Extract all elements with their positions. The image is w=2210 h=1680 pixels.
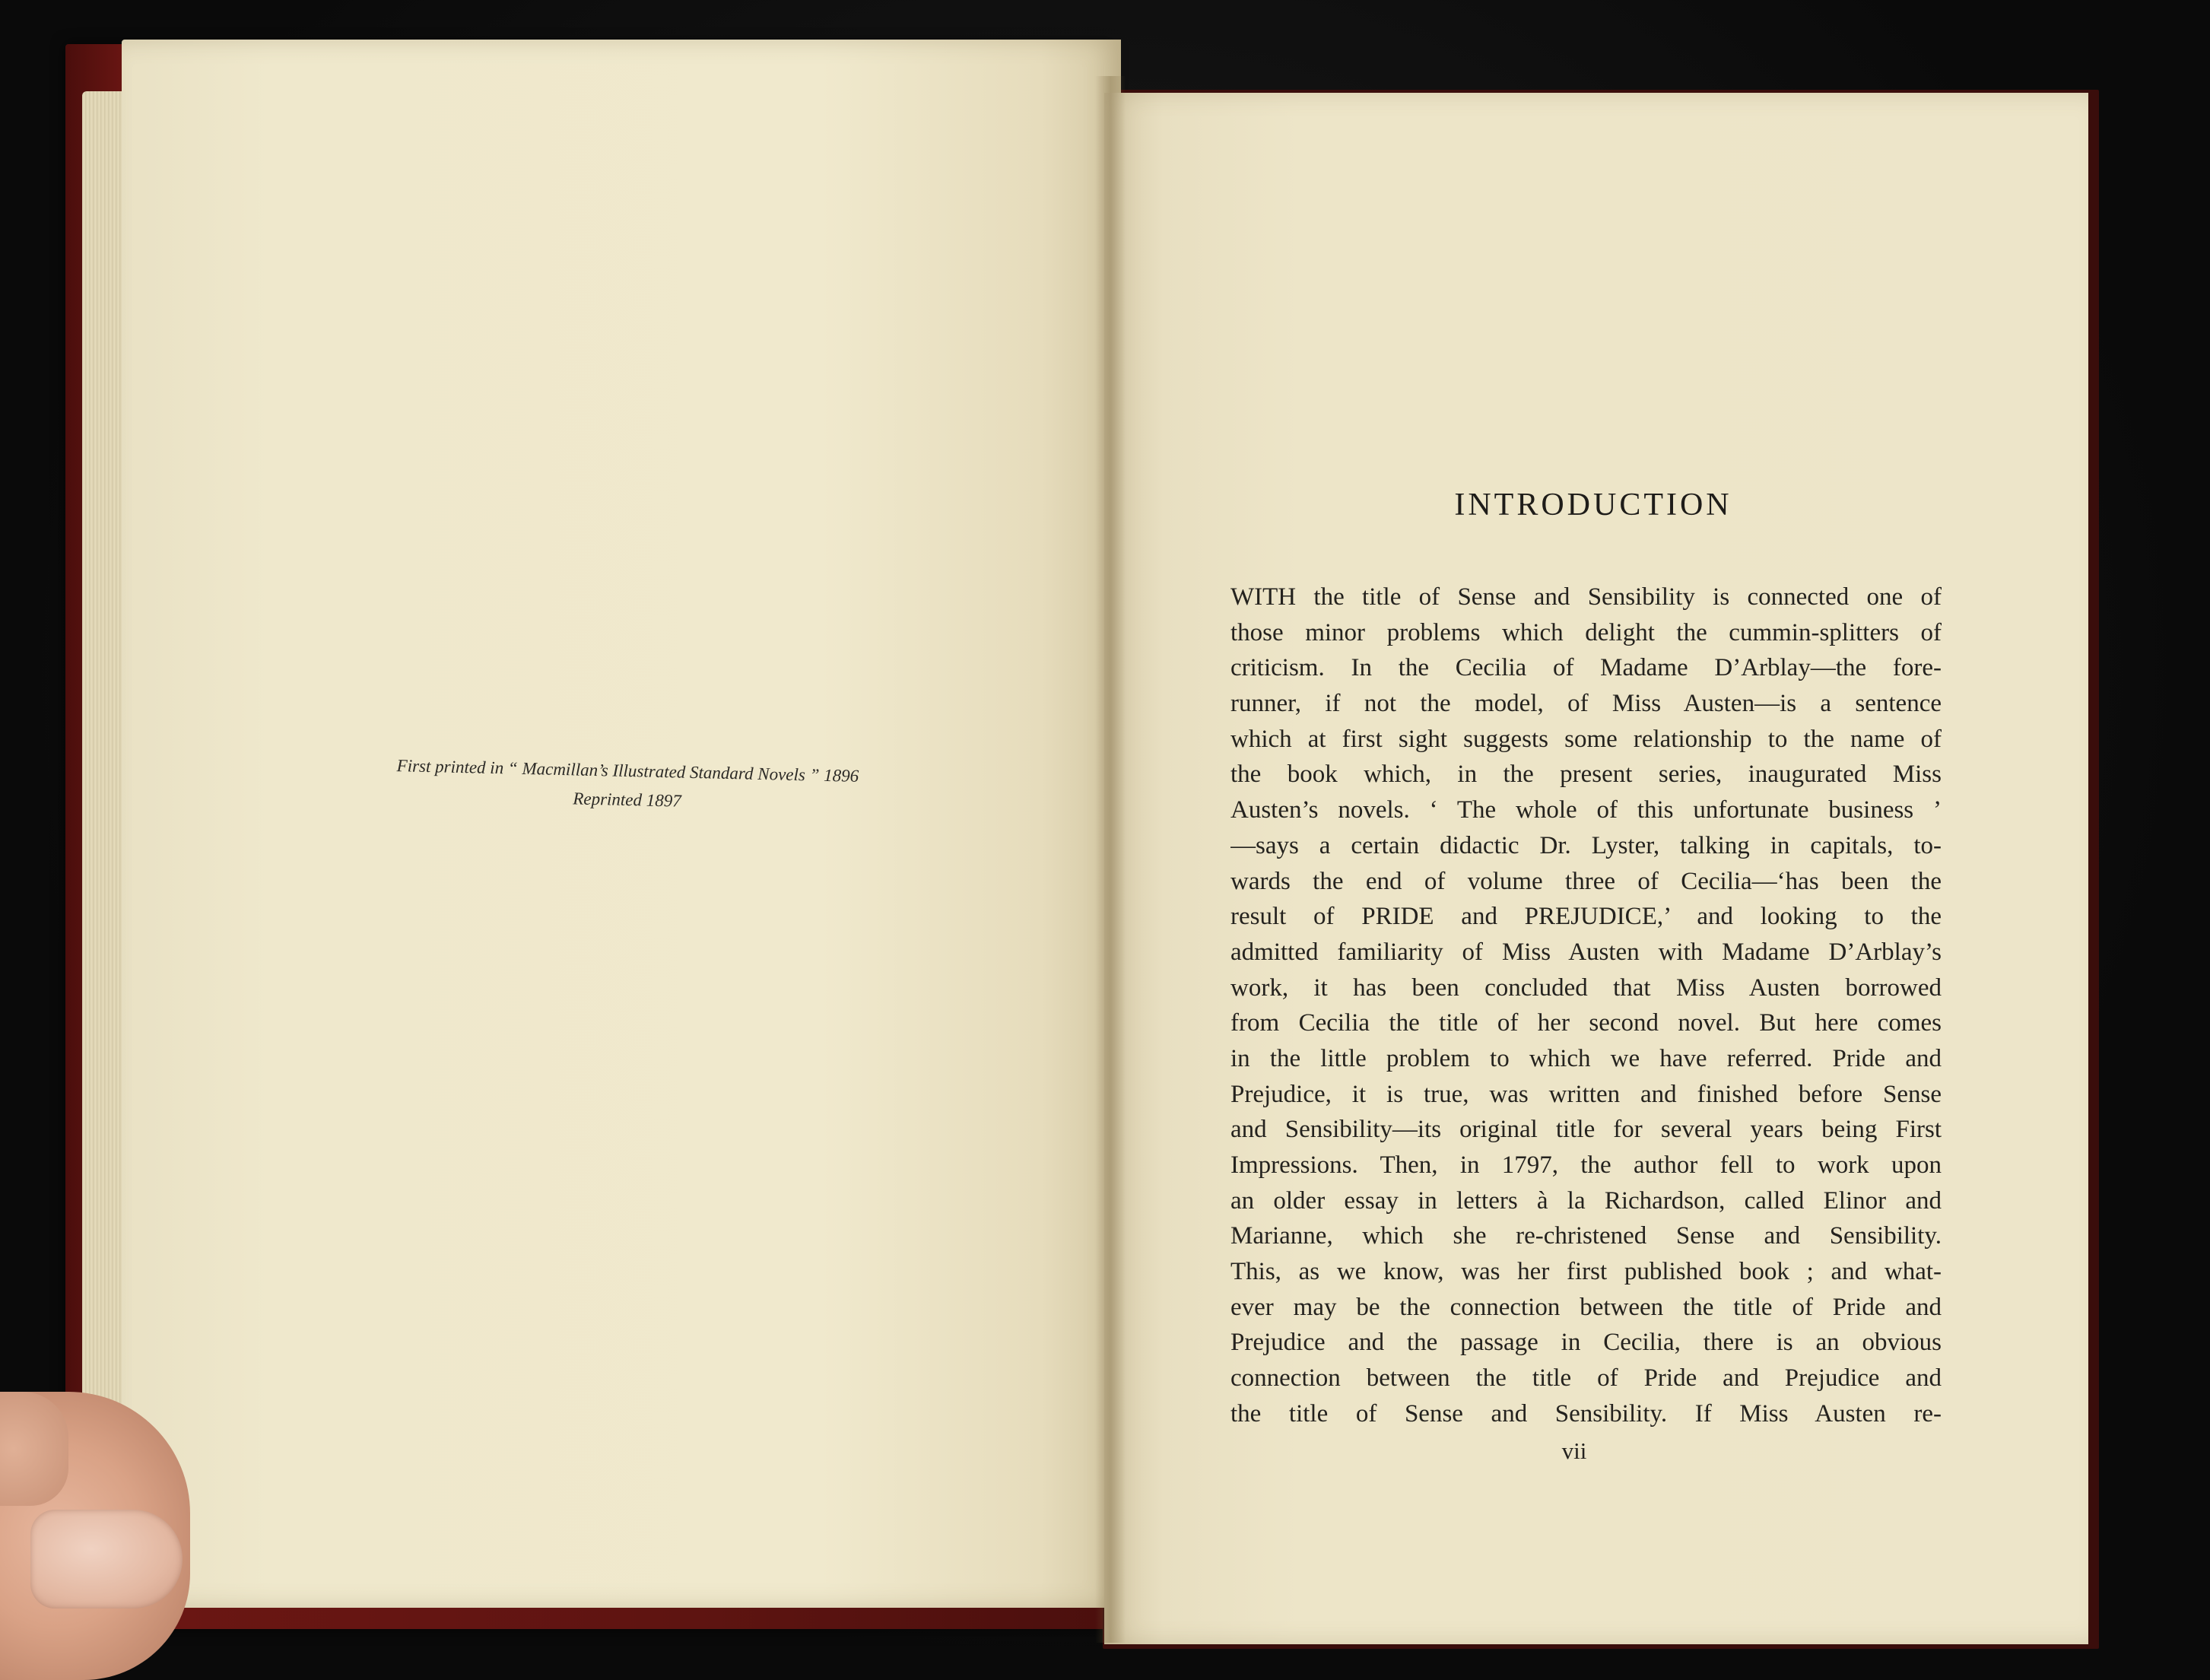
text-line: which at first sight suggests some relationship to the name of: [1230, 725, 1942, 753]
text-line: connection between the title of Pride and Prejudice and: [1230, 1364, 1942, 1393]
introduction-text: [1230, 580, 1942, 1432]
text-line: in the little problem to which we have referred. Pride and: [1230, 1044, 1942, 1072]
text-line: the book which, in the present series, inaugurated Miss: [1230, 761, 1942, 789]
thumbnail-nail: [30, 1510, 183, 1609]
text-line: wards the end of volume three of Cecilia—‘has been the: [1230, 867, 1942, 895]
text-line: Marianne, which she re-christened Sense and Sensibility.: [1230, 1222, 1942, 1250]
text-line: work, it has been concluded that Miss Austen borrowed: [1230, 973, 1942, 1002]
text-line: admitted familiarity of Miss Austen with Madame D’Arblay’s: [1230, 938, 1942, 966]
text-line: runner, if not the model, of Miss Austen—is a sentence: [1230, 690, 1942, 718]
left-page: [122, 40, 1121, 1608]
text-line: those minor problems which delight the cummin-splitters of: [1230, 618, 1942, 646]
text-line: Prejudice, it is true, was written and finished before Sense: [1230, 1080, 1942, 1108]
imprint-line-reprinted: Reprinted 1897: [573, 789, 682, 811]
text-line: criticism. In the Cecilia of Madame D’Arblay—the fore-: [1230, 654, 1942, 682]
text-line: and Sensibility—its original title for several years being First: [1230, 1116, 1942, 1144]
text-line: an older essay in letters à la Richardson, called Elinor and: [1230, 1186, 1942, 1215]
text-line: Austen’s novels. ‘ The whole of this unfortunate business ’: [1230, 796, 1942, 824]
chapter-heading: INTRODUCTION: [1454, 487, 1732, 522]
text-line: —says a certain didactic Dr. Lyster, talking in capitals, to-: [1230, 831, 1942, 859]
text-line: This, as we know, was her first published book ; and what-: [1230, 1258, 1942, 1286]
page-number: vii: [1561, 1437, 1587, 1464]
text-line: result of PRIDE and PREJUDICE,’ and looking to the: [1230, 903, 1942, 931]
text-line: from Cecilia the title of her second novel. But here comes: [1230, 1009, 1942, 1037]
text-line: Prejudice and the passage in Cecilia, there is an obvious: [1230, 1329, 1942, 1357]
book-gutter: [1095, 76, 1126, 1643]
text-line: WITH the title of Sense and Sensibility is connected one of: [1230, 583, 1942, 611]
text-line: ever may be the connection between the title of Pride and: [1230, 1293, 1942, 1321]
text-line: the title of Sense and Sensibility. If Miss Austen re-: [1230, 1399, 1942, 1428]
text-line: Impressions. Then, in 1797, the author fell to work upon: [1230, 1151, 1942, 1179]
holding-finger: [0, 1392, 68, 1506]
imprint-line-first-printed: First printed in “ Macmillan’s Illustrated Standard Novels ” 1896: [396, 756, 859, 786]
